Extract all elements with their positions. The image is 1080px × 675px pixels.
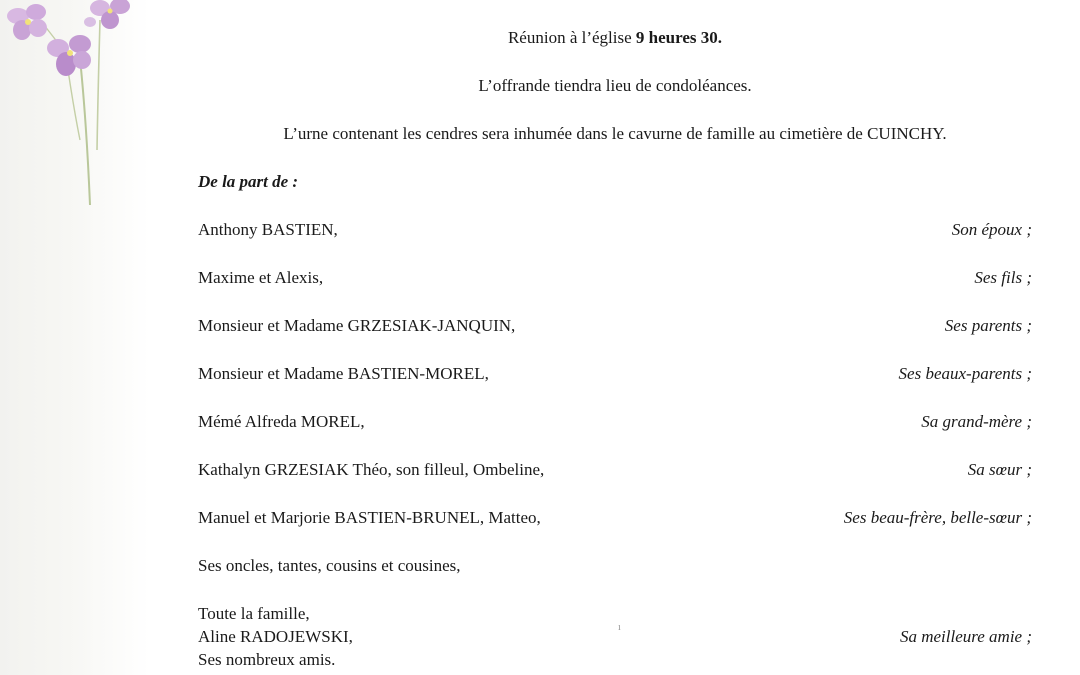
closing-family: Toute la famille, bbox=[198, 604, 310, 623]
family-entry-relation: Son époux ; bbox=[951, 220, 1032, 239]
family-entry-relation: Ses fils ; bbox=[974, 268, 1032, 287]
family-entry-name: Manuel et Marjorie BASTIEN-BRUNEL, Matteo, bbox=[198, 508, 541, 527]
family-entry-name: Kathalyn GRZESIAK Théo, son filleul, Ombeline, bbox=[198, 460, 545, 479]
closing-friend: Aline RADOJEWSKI, bbox=[198, 627, 353, 646]
family-entry-relation: Ses parents ; bbox=[944, 316, 1032, 335]
closing-relation: Sa meilleure amie ; bbox=[899, 627, 1032, 646]
meeting-line bbox=[150, 28, 1080, 48]
scan-speck: ı bbox=[618, 622, 621, 633]
family-heading: De la part de : bbox=[198, 172, 299, 191]
family-entry-name: Mémé Alfreda MOREL, bbox=[198, 412, 365, 431]
family-entry-name: Monsieur et Madame GRZESIAK-JANQUIN, bbox=[198, 316, 516, 335]
urn-line: L’urne contenant les cendres sera inhumée dans le cavurne de famille au cimetière de CUINCHY. bbox=[283, 124, 947, 143]
family-entry-relation: Sa grand-mère ; bbox=[921, 412, 1032, 431]
meeting-time: 9 heures 30. bbox=[635, 28, 723, 47]
meeting-prefix: Réunion à l’église bbox=[507, 28, 632, 47]
family-entry-name: Anthony BASTIEN, bbox=[198, 220, 338, 239]
offering-line: L’offrande tiendra lieu de condoléances. bbox=[478, 76, 752, 95]
family-entry-relation: Sa sœur ; bbox=[967, 460, 1032, 479]
family-entry-relation: Ses beau-frère, belle-sœur ; bbox=[843, 508, 1032, 527]
family-entry-name: Ses oncles, tantes, cousins et cousines, bbox=[198, 556, 461, 575]
violet-flowers-icon bbox=[0, 0, 150, 220]
closing-friends: Ses nombreux amis. bbox=[198, 650, 336, 669]
family-entry-relation: Ses beaux-parents ; bbox=[898, 364, 1032, 383]
family-entry-name: Maxime et Alexis, bbox=[198, 268, 324, 287]
family-entry-name: Monsieur et Madame BASTIEN-MOREL, bbox=[198, 364, 489, 383]
